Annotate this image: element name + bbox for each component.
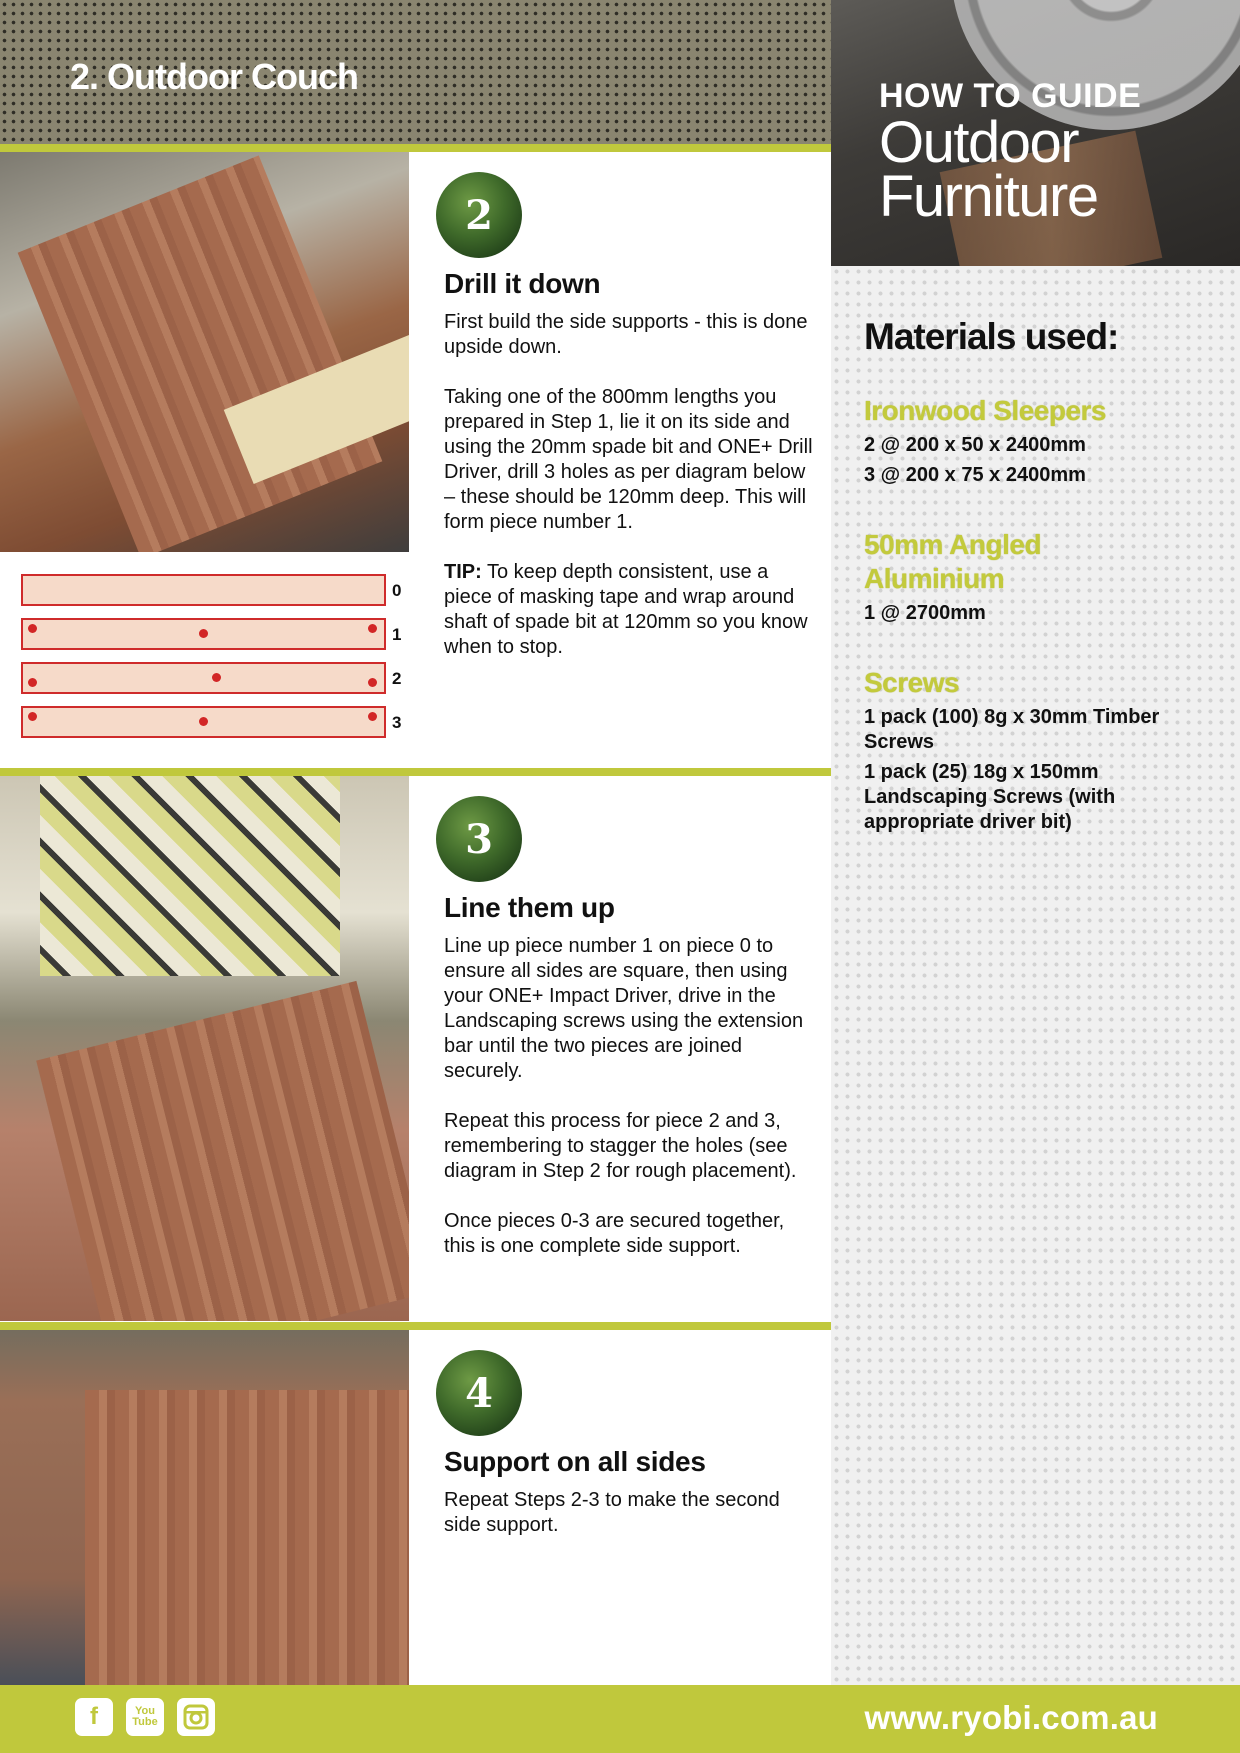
facebook-glyph: f [90, 1703, 98, 1730]
step-tip [444, 560, 814, 660]
drill-hole [28, 624, 37, 633]
tip-text: To keep depth consistent, use a piece of masking tape and wrap around shaft of spade bit at 120mm so you know when to stop. [444, 561, 808, 658]
step-4 [444, 1350, 814, 1563]
material-heading: Ironwood Sleepers [864, 395, 1106, 426]
material-group-aluminium [864, 528, 1224, 626]
step-number-badge: 2 [436, 172, 522, 258]
diagram-piece-0 [21, 574, 386, 606]
section-divider [0, 768, 831, 776]
material-line: 2 @ 200 x 50 x 2400mm [864, 434, 1086, 456]
diagram-label: 0 [392, 581, 402, 600]
step-paragraph: Once pieces 0-3 are secured together, this is one complete side support. [444, 1210, 785, 1257]
section-divider [0, 144, 831, 152]
step-paragraph: Repeat Steps 2-3 to make the second side support. [444, 1489, 780, 1536]
step-3 [444, 796, 814, 1284]
materials-title: Materials used: [864, 316, 1119, 357]
website-link[interactable]: www.ryobi.com.au [864, 1699, 1158, 1736]
facebook-icon[interactable] [75, 1698, 113, 1736]
step-paragraph: First build the side supports - this is done upside down. [444, 311, 808, 358]
side-support-image [85, 1390, 409, 1685]
step-2 [444, 172, 814, 685]
instagram-glyph [183, 1704, 209, 1730]
youtube-glyph-line1: You [135, 1705, 155, 1717]
diagram-label: 3 [392, 713, 402, 732]
step-2-photo [0, 152, 409, 552]
youtube-icon[interactable] [126, 1698, 164, 1736]
step-paragraph: Line up piece number 1 on piece 0 to ensure all sides are square, then using your ONE+ Impact Driver, drive in the Landscaping screws using the extension bar until the two pieces are joined securely. [444, 935, 804, 1082]
material-group-sleepers [864, 394, 1224, 488]
material-heading: Screws [864, 667, 960, 698]
drill-hole [368, 624, 377, 633]
tip-label: TIP: [444, 561, 482, 583]
drill-hole [199, 629, 208, 638]
step-title: Support on all sides [444, 1446, 706, 1477]
step-number-badge: 3 [436, 796, 522, 882]
step-paragraph: Taking one of the 800mm lengths you prepared in Step 1, lie it on its side and using the 20mm spade bit and ONE+ Drill Driver, drill 3 holes as per diagram below – these should be 120mm deep. This will form piece number 1. [444, 386, 813, 533]
step-number-badge: 4 [436, 1350, 522, 1436]
drill-hole [28, 678, 37, 687]
drill-hole [212, 673, 221, 682]
diagram-label: 1 [392, 625, 402, 644]
guide-title-line2: Furniture [879, 164, 1098, 229]
material-heading: Aluminium [864, 563, 1005, 594]
hole-diagram [21, 574, 401, 740]
drill-hole [199, 717, 208, 726]
material-line: 3 @ 200 x 75 x 2400mm [864, 464, 1086, 486]
step-title: Line them up [444, 892, 615, 923]
sleeper-image [36, 981, 409, 1321]
material-line: 1 pack (100) 8g x 30mm Timber Screws [864, 706, 1160, 753]
guide-title-line1: Outdoor [879, 110, 1079, 175]
material-line: 1 @ 2700mm [864, 602, 986, 624]
material-line: 1 pack (25) 18g x 150mm Landscaping Screws (with appropriate driver bit) [864, 761, 1116, 833]
sleeper-image [18, 155, 383, 552]
step-4-photo [0, 1330, 409, 1685]
youtube-glyph-line2: Tube [132, 1716, 158, 1728]
materials-sidebar [831, 266, 1240, 1685]
step-title: Drill it down [444, 268, 601, 299]
drill-hole [28, 712, 37, 721]
guide-heading [879, 76, 1142, 229]
diagram-label: 2 [392, 669, 402, 688]
drill-hole [368, 712, 377, 721]
drill-hole [368, 678, 377, 687]
section-divider [0, 1322, 831, 1330]
instagram-icon[interactable] [177, 1698, 215, 1736]
hero-banner [831, 0, 1240, 266]
material-group-screws [864, 666, 1224, 835]
shirt-image [40, 776, 340, 976]
header-band [0, 0, 831, 144]
diagram-piece-3 [21, 706, 386, 738]
step-3-photo [0, 776, 409, 1321]
guide-kicker: HOW TO GUIDE [879, 77, 1142, 115]
step-paragraph: Repeat this process for piece 2 and 3, remembering to stagger the holes (see diagram in Step 2 for rough placement). [444, 1110, 797, 1182]
material-heading: 50mm Angled [864, 529, 1042, 560]
footer [0, 1685, 1240, 1753]
diagram-piece-2 [21, 662, 386, 694]
page-title: 2. Outdoor Couch [70, 56, 358, 97]
diagram-piece-1 [21, 618, 386, 650]
social-links [75, 1698, 215, 1736]
